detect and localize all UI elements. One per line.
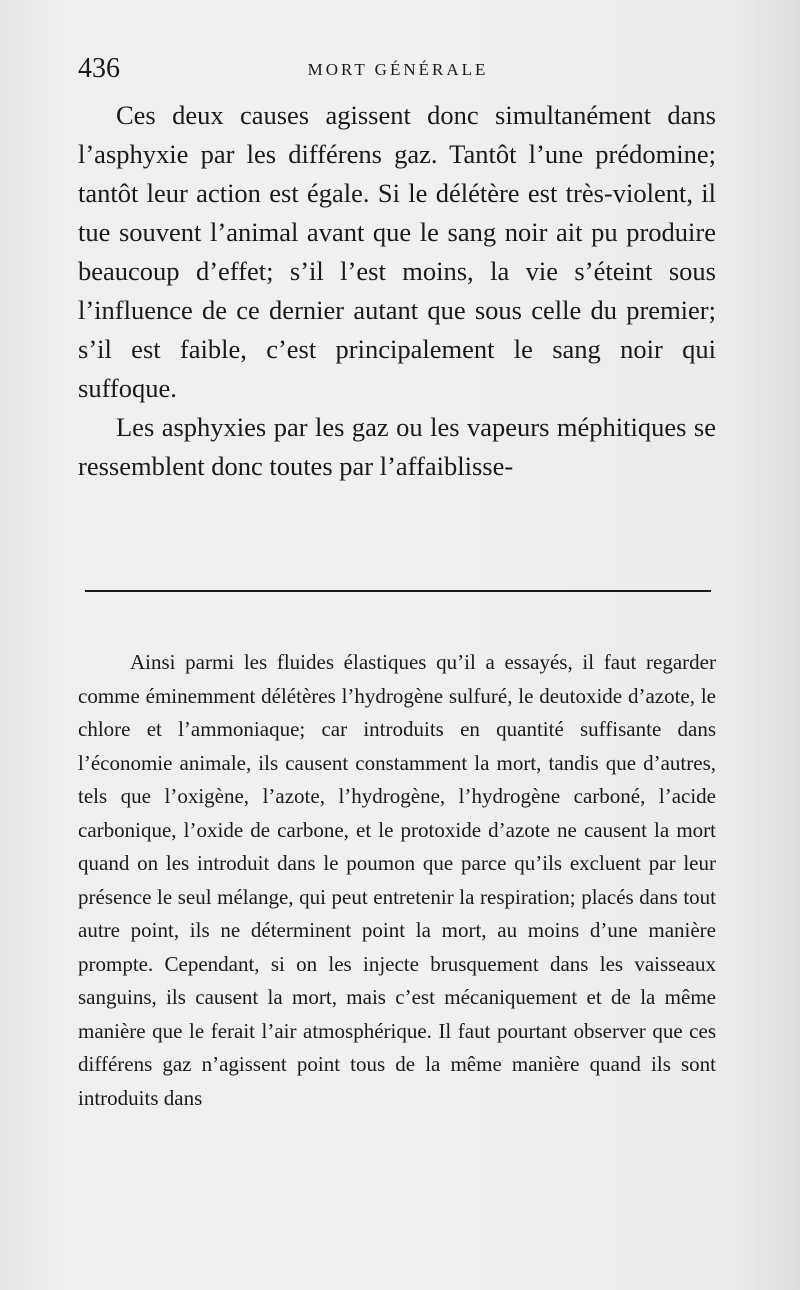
main-text [78,96,716,486]
page-header [78,52,718,86]
main-paragraph-1: Ces deux causes agissent donc simultanément dans l’asphyxie par les différens gaz. Tantôt l’une prédomine; tantôt leur action est égale. Si le délétère est très-violent, il tue souvent l’animal avant que le sang noir ait pu produire beaucoup d’effet; s’il l’est moins, la vie s’éteint sous l’influence de ce dernier autant que sous celle du premier; s’il est faible, c’est principalement le sang noir qui suffoque. [78,100,716,403]
main-paragraph-2: Les asphyxies par les gaz ou les vapeurs méphitiques se ressemblent donc toutes par l’affaiblisse- [78,412,716,481]
footnote [78,646,716,1115]
footnote-paragraph: Ainsi parmi les fluides élastiques qu’il a essayés, il faut regarder comme éminemment délétères l’hydrogène sulfuré, le deutoxide d’azote, le chlore et l’ammoniaque; car introduits en quantité suffisante dans l’économie animale, ils causent constamment la mort, tandis que d’autres, tels que l’oxigène, l’azote, l’hydrogène, l’hydrogène carboné, l’acide carbonique, l’oxide de carbone, et le protoxide d’azote ne causent la mort quand on les introduit dans le poumon que parce qu’ils excluent par leur présence le seul mélange, qui peut entretenir la respiration; placés dans tout autre point, ils ne déterminent point la mort, au moins d’une manière prompte. Cependant, si on les injecte brusquement dans les vaisseaux sanguins, ils causent la mort, mais c’est mécaniquement et de la même manière que le ferait l’air atmosphérique. Il faut pourtant observer que ces différens gaz n’agissent point tous de la même manière quand ils sont introduits dans [78,650,716,1110]
footnote-divider [85,590,711,592]
running-title: MORT GÉNÉRALE [307,60,489,79]
page-number: 436 [78,53,120,84]
